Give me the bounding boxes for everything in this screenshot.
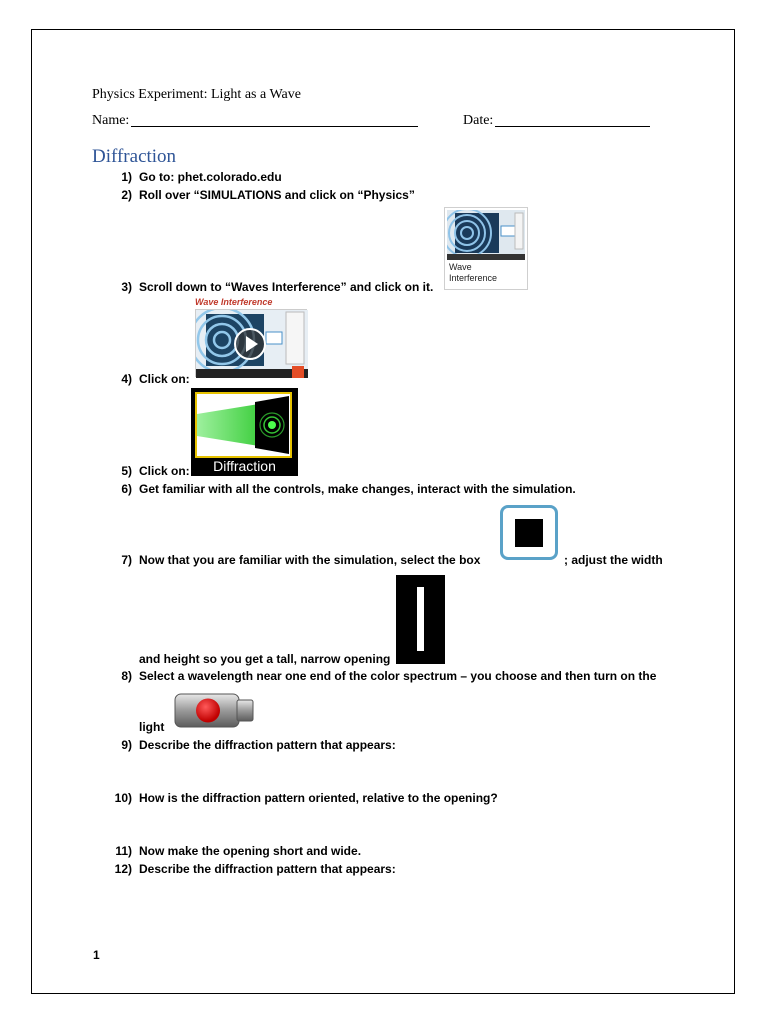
step-number: 8): [121, 669, 132, 683]
simulation-preview-image: [447, 210, 525, 260]
step-12: [108, 862, 396, 876]
step-9: [108, 738, 396, 752]
diffraction-button-label: Diffraction: [213, 458, 276, 474]
step-4: [108, 372, 190, 386]
step-6: [108, 482, 576, 496]
narrow-opening-icon: [396, 575, 445, 664]
step-number: 5): [121, 464, 132, 478]
name-label: Name:: [92, 113, 130, 128]
date-blank-line: [495, 126, 650, 127]
step-3: [108, 280, 433, 294]
step-number: 12): [114, 862, 132, 876]
date-label: Date:: [463, 113, 494, 128]
step-text: How is the diffraction pattern oriented, relative to the opening?: [139, 791, 498, 805]
step-1: [108, 170, 282, 184]
step-text: Get familiar with all the controls, make changes, interact with the simulation.: [139, 482, 576, 496]
simulation-title: Wave Interference: [195, 297, 273, 307]
step-text: Scroll down to “Waves Interference” and click on it.: [139, 280, 434, 294]
light-source-button-icon: [174, 692, 254, 729]
step-number: 7): [121, 553, 132, 567]
thumbnail-caption: Wave Interference: [449, 262, 498, 283]
name-blank-line: [131, 126, 418, 127]
wave-interference-thumbnail: [444, 207, 528, 290]
diffraction-icon: [195, 392, 292, 458]
step-7-continued-text: ; adjust the width: [564, 553, 663, 567]
step-text: Click on:: [139, 372, 190, 386]
step-text: Now that you are familiar with the simulation, select the box: [139, 553, 481, 567]
step-2: [108, 188, 415, 202]
step-8: [108, 669, 656, 683]
step-number: 3): [121, 280, 132, 294]
slit-box-icon: [500, 505, 558, 560]
step-7: [108, 553, 480, 567]
step-number: 11): [115, 844, 132, 858]
step-text: Now make the opening short and wide.: [139, 844, 362, 858]
document-title: Physics Experiment: Light as a Wave: [92, 87, 301, 102]
step-text: Go to: phet.colorado.edu: [139, 170, 282, 184]
simulation-preview-image: [195, 309, 307, 377]
wave-pattern-icon: [447, 210, 525, 260]
step-8-second-line: light: [139, 720, 165, 734]
step-number: 10): [114, 791, 132, 805]
step-number: 4): [121, 372, 132, 386]
step-11: [108, 844, 361, 858]
step-text: Click on:: [139, 464, 190, 478]
step-10: [108, 791, 498, 805]
section-heading: Diffraction: [92, 146, 177, 167]
step-7-second-line: and height so you get a tall, narrow opening: [139, 652, 391, 666]
step-text: Select a wavelength near one end of the color spectrum – you choose and then turn on the: [139, 669, 657, 683]
step-text: Describe the diffraction pattern that appears:: [139, 862, 396, 876]
step-number: 6): [121, 482, 132, 496]
step-number: 1): [121, 170, 132, 184]
step-number: 2): [121, 188, 132, 202]
play-icon: [196, 310, 308, 378]
step-text: Roll over “SIMULATIONS and click on “Physics”: [139, 188, 415, 202]
page-number: 1: [93, 948, 100, 962]
diffraction-screen-button: [191, 388, 298, 476]
step-text: Describe the diffraction pattern that appears:: [139, 738, 396, 752]
step-number: 9): [121, 738, 132, 752]
step-5: [108, 464, 190, 478]
square-icon: [515, 519, 543, 547]
simulation-video-thumbnail: [193, 297, 311, 383]
